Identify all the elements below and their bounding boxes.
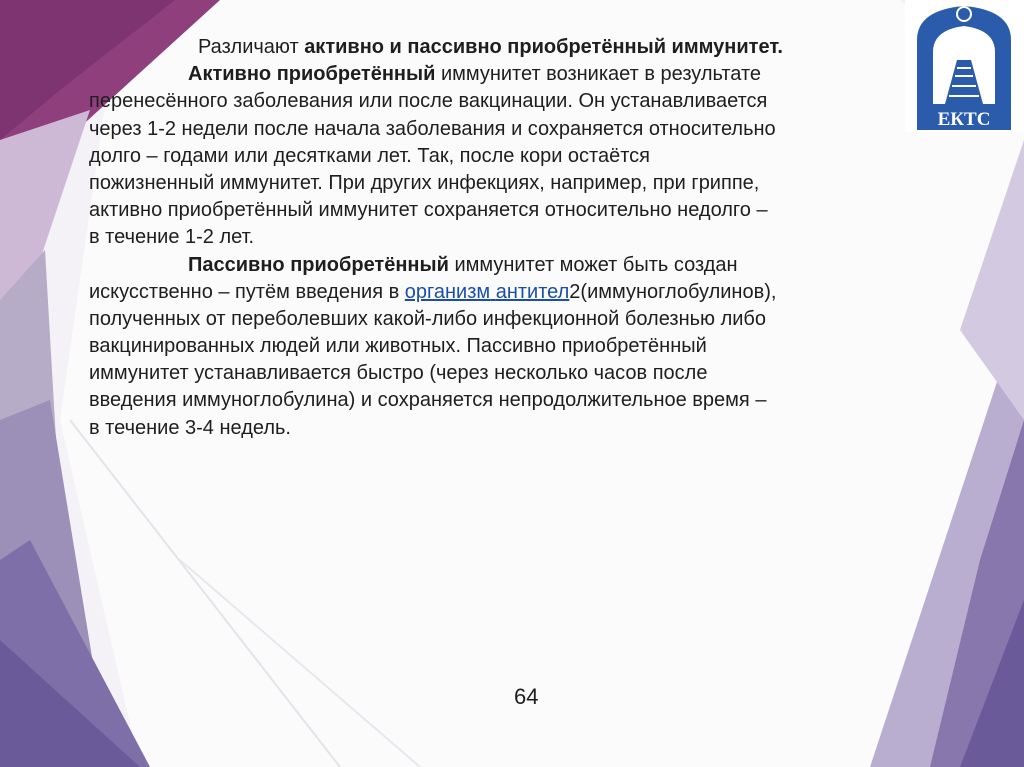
passive-line-2-post: 2(иммуноглобулинов), <box>569 280 777 303</box>
paragraph-active-line-3: через 1-2 недели после начала заболевания и сохраняется относительно <box>89 117 776 140</box>
paragraph-active-line-5: пожизненный иммунитет. При других инфекциях, например, при гриппе, <box>89 171 760 194</box>
logo-crest <box>957 7 971 21</box>
paragraph-passive-line-6: введения иммуноглобулина) и сохраняется непродолжительное время – <box>89 389 767 412</box>
page-number: 64 <box>514 684 539 709</box>
paragraph-passive-line-5: иммунитет устанавливается быстро (через несколько часов после <box>89 362 708 385</box>
paragraph-active-line-1 <box>89 61 989 88</box>
passive-line-2-pre: искусственно – путём введения в <box>89 280 405 303</box>
active-immunity-term: Активно приобретённый <box>188 63 436 86</box>
intro-bold-text: активно и пассивно приобретённый иммунитет. <box>304 36 783 58</box>
paragraph-passive-line-7: в течение 3-4 недель. <box>89 416 291 439</box>
passive-line-1-text: иммунитет может быть создан <box>448 253 738 276</box>
paragraph-passive-line-1 <box>89 252 989 279</box>
main-text <box>89 34 989 442</box>
intro-lead-text: Различают <box>198 36 305 58</box>
organism-link[interactable]: организм <box>404 280 491 303</box>
paragraph-intro <box>89 34 989 61</box>
paragraph-active-line-2: перенесённого заболевания или после вакцинации. Он устанавливается <box>89 90 768 113</box>
passive-immunity-term: Пассивно приобретённый <box>188 253 449 276</box>
paragraph-active-line-6: активно приобретённый иммунитет сохраняется относительно недолго – <box>89 199 768 222</box>
logo-text: ЕКТС <box>937 109 991 130</box>
paragraph-passive-line-4: вакцинированных людей или животных. Пассивно приобретённый <box>89 335 707 358</box>
active-line-1-text: иммунитет возникает в результате <box>435 63 762 86</box>
paragraph-active-line-4: долго – годами или десятками лет. Так, после кори остаётся <box>89 144 651 167</box>
paragraph-passive-line-2 <box>89 279 989 306</box>
paragraph-passive-line-3: полученных от переболевших какой-либо инфекционной болезнью либо <box>89 307 767 330</box>
antibodies-link[interactable]: антител <box>495 280 570 303</box>
paragraph-active-line-7: в течение 1-2 лет. <box>89 226 255 249</box>
